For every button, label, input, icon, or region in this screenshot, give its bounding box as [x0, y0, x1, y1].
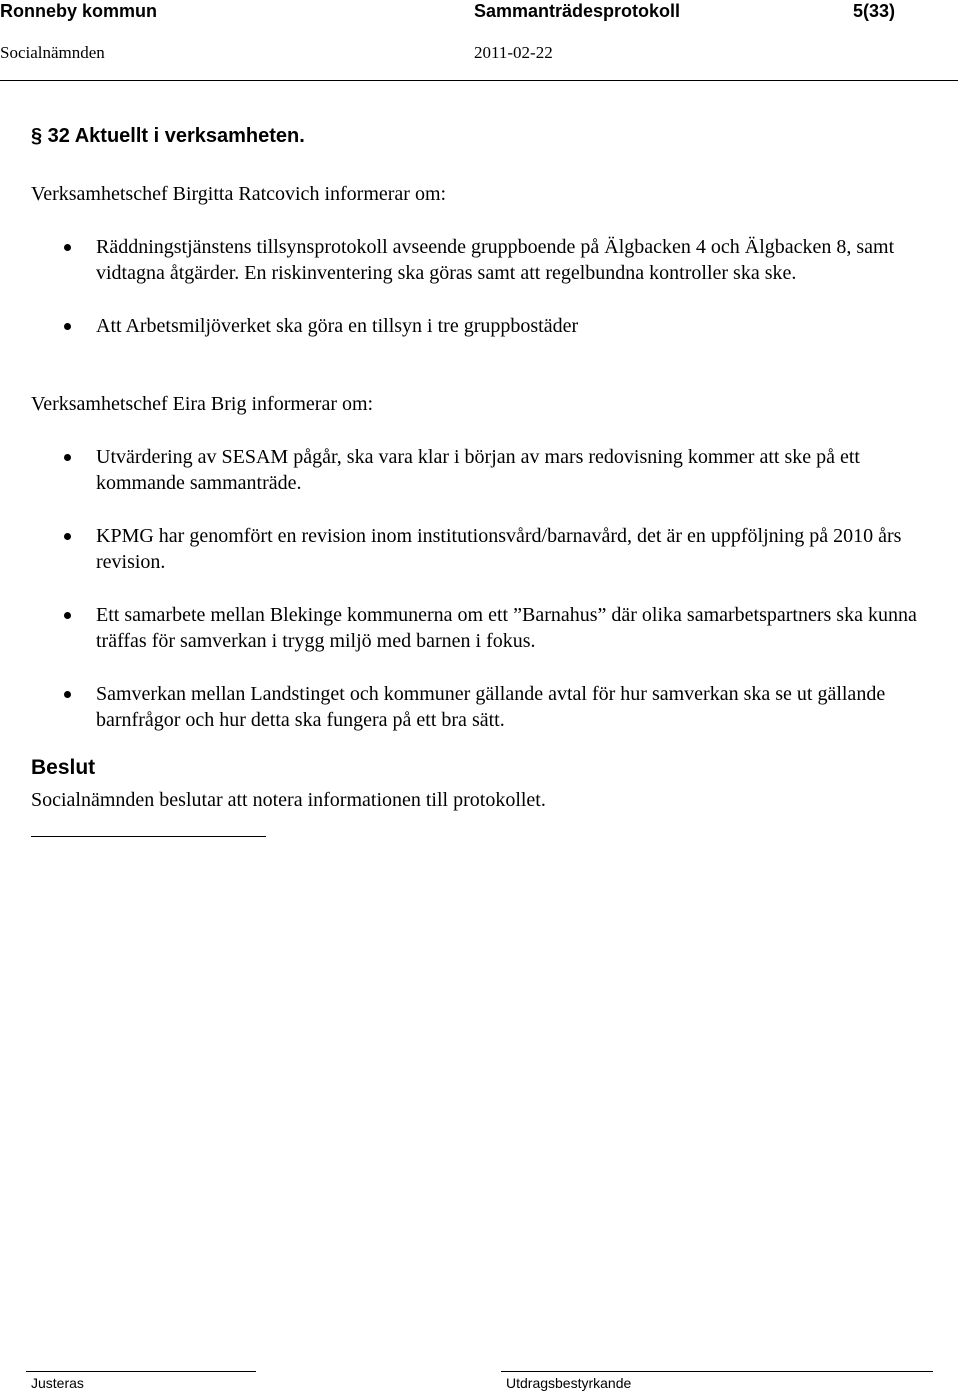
committee-name: Socialnämnden — [0, 43, 105, 62]
bullet-icon — [64, 244, 71, 251]
utdrag-rule — [501, 1371, 933, 1372]
list-item — [0, 444, 928, 496]
list-item-text: Samverkan mellan Landstinget och kommuner gällande avtal för hur samverkan ska se ut gällande barnfrågor och hur detta ska fungera på ett bra sätt. — [96, 683, 886, 731]
bullet-icon — [64, 691, 71, 698]
municipality-name: Ronneby kommun — [0, 1, 158, 21]
bullet-icon — [64, 612, 71, 619]
decision-text: Socialnämnden beslutar att notera informationen till protokollet. — [31, 789, 546, 811]
list-item-text: Ett samarbete mellan Blekinge kommunerna om ett ”Barnahus” där olika samarbetspartners ska kunna träffas för samverkan i trygg miljö med barnen i fokus. — [96, 604, 917, 652]
list-item — [0, 523, 928, 575]
bullet-icon — [64, 323, 71, 330]
list-ratcovich — [0, 234, 928, 339]
justeras-label: Justeras — [31, 1375, 84, 1391]
list-brig — [0, 444, 928, 733]
bullet-icon — [64, 533, 71, 540]
meeting-date: 2011-02-22 — [474, 43, 553, 62]
page-number: 5(33) — [853, 1, 896, 21]
intro-brig: Verksamhetschef Eira Brig informerar om: — [31, 393, 374, 415]
list-item — [0, 313, 928, 339]
intro-ratcovich: Verksamhetschef Birgitta Ratcovich informerar om: — [31, 183, 447, 205]
signature-line — [31, 836, 266, 837]
decision-heading: Beslut — [31, 756, 96, 779]
list-item — [0, 602, 928, 654]
list-item-text: Att Arbetsmiljöverket ska göra en tillsyn i tre gruppbostäder — [96, 315, 579, 337]
list-item-text: KPMG har genomfört en revision inom institutionsvård/barnavård, det är en uppföljning på 2010 års revision. — [96, 525, 902, 573]
section-title: § 32 Aktuellt i verksamheten. — [31, 125, 305, 147]
document-type: Sammanträdesprotokoll — [474, 1, 681, 21]
justeras-rule — [26, 1371, 256, 1372]
header-divider — [0, 80, 958, 81]
bullet-icon — [64, 454, 71, 461]
list-item — [0, 234, 928, 286]
list-item-text: Utvärdering av SESAM pågår, ska vara klar i början av mars redovisning kommer att ske på ett kommande sammanträde. — [96, 446, 860, 494]
list-item — [0, 681, 928, 733]
list-item-text: Räddningstjänstens tillsynsprotokoll avseende gruppboende på Älgbacken 4 och Älgbacken 8, samt vidtagna åtgärder. En riskinventering ska göras samt att regelbundna kontroller ska ske. — [96, 236, 895, 284]
utdragsbestyrkande-label: Utdragsbestyrkande — [506, 1375, 632, 1391]
